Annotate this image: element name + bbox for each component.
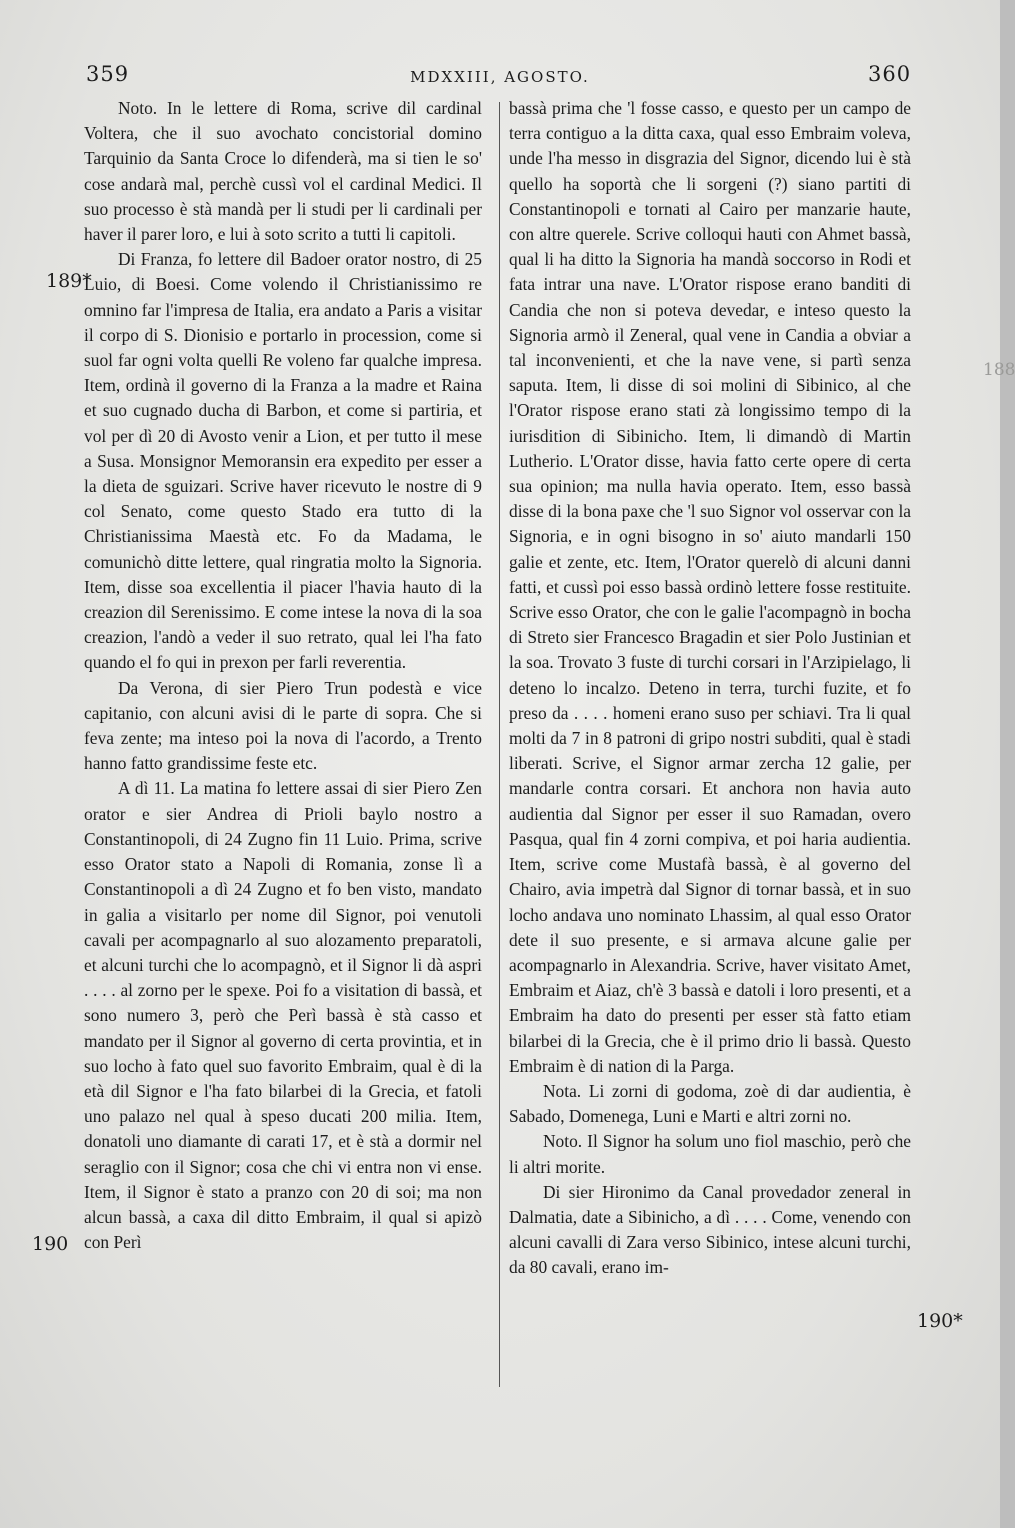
right-column xyxy=(509,96,911,1281)
margin-note-189: 189* xyxy=(46,270,92,292)
margin-note-190: 190 xyxy=(32,1233,69,1255)
margin-note-190-right: 190* xyxy=(917,1310,963,1332)
right-page-number: 360 xyxy=(868,62,912,86)
paragraph: Di Franza, fo lettere dil Badoer orator nostro, di 25 Luio, di Boesi. Come volendo il Christianissimo re omnino far l'impresa de Italia, era andato a Paris a visitar il corpo di S. Dionisio e portarlo in procession, come si suol far ogni volta quelli Re voleno far qualche impresa. Item, ordinà il governo di la Franza a la madre et Raina et suo cugnado ducha di Barbon, et come si partiria, et vol per dì 20 di Avosto venir a Lion, et per tutto il mese a Susa. Monsignor Memoransin era expedito per esser a la dieta de sguizari. Scrive haver ricevuto le nostre di 9 col Senato, come questo Stado era tutto di la Christianissima Maestà etc. Fo da Madama, le comunichò ditte lettere, qual ringratia molto la Signoria. Item, disse soa excellentia il piacer l'havia hauto di la creazion dil Serenissimo. E come intese la nova di la soa creazion, l'andò a veder il suo retrato, qual lei l'ha fato quando el fo qui in prexon per farli reverentia. xyxy=(84,249,482,673)
column-divider xyxy=(499,102,500,1387)
paragraph: Noto. In le lettere di Roma, scrive dil cardinal Voltera, che il suo avochato concistorial domino Tarquinio da Santa Croce lo difenderà, ma si tien le so' cose andarà mal, perchè cussì vol el cardinal Medici. Il suo processo è stà mandà per li studi per li cardinali per haver il parer loro, e lui à soto scrito a tutti li capitoli. xyxy=(84,98,482,245)
left-column xyxy=(84,96,482,1255)
paragraph: bassà prima che 'l fosse casso, e questo per un campo de terra contiguo a la ditta caxa, qual esso Embraim voleva, unde l'ha messo in disgrazia del Signor, dicendo lui è stà quello ha soportà che li sorgeni (?) siano partiti di Constantinopoli e tornati al Cairo per manzarie haute, con altre querele. Scrive colloqui hauti con Ahmet bassà, qual li ha ditto la Signoria ha mandà soccorso in Rodi et fata intrar una nave. L'Orator rispose erano banditi di Candia che non si poteva devedar, e inteso questo la Signoria armò il Zeneral, qual vene in Candia a obviar a tal inconvenienti, et che la nave vene, si partì senza saputa. Item, li disse di soi molini di Sibinico, al che l'Orator rispose erano stati zà longissimo tempo di la iurisdition di Sibinicho. Item, li dimandò di Martin Lutherio. L'Orator disse, havia fatto certe opere di certa sua opinion; ma nulla havia operato. Item, esso bassà disse di la bona paxe che 'l suo Signor vol osservar con la Signoria, e in ogni bisogno in so' aiuto mandarli 150 galie et zente, etc. Item, l'Orator querelò di alcuni danni fatti, et cussì poi esso bassà ordinò lettere fosse restituite. Scrive esso Orator, che con le galie l'acompagnò in bocha di Streto sier Francesco Bragadin et sier Polo Justinian et la soa. Trovato 3 fuste di turchi corsari in l'Arzipielago, li deteno lo incalzo. Deteno in terra, turchi fuzite, et fo preso da . . . . homeni erano suso per schiavi. Tra li qual molti da 7 in 8 patroni di gripo nostri subditi, qual è stadi liberati. Scrive, el Signor armar zercha 12 galie, per mandarle contra corsari. Et anchora non havia auto audientia dal Signor per esser il suo Ramadan, overo Pasqua, qual fin 4 zorni compiva, et poi haria audientia. Item, scrive come Mustafà bassà, è al governo del Chairo, avia impetrà dal Signor di tornar bassà, et in suo locho andava uno nominato Lhassim, al qual esso Orator dete il suo presente, e si armava alcune galie per acompagnarlo in Alexandria. Scrive, haver visitato Amet, Embraim et Aiaz, ch'è 3 bassà e datoli i loro presenti, et a Embraim ha dato do presenti per esser stà fatto etiam bilarbei di la Grecia, che è il primo drio li bassà. Questo Embraim è di nation di la Parga. xyxy=(509,98,911,1076)
paragraph: Di sier Hironimo da Canal provedador zeneral in Dalmatia, date a Sibinicho, a dì . . . . Come, venendo con alcuni cavalli di Zara verso Sibinico, intese alcuni turchi, da 80 cavali, erano im- xyxy=(509,1181,911,1278)
paragraph: A dì 11. La matina fo lettere assai di sier Piero Zen orator e sier Andrea di Prioli baylo nostro a Constantinopoli, di 24 Zugno fin 11 Luio. Prima, scrive esso Orator stato a Napoli di Romania, zonse lì a Constantinopoli a dì 24 Zugno et fo ben visto, mandato in galia a visitarlo per nome dil Signor, poi venutoli cavali per acompagnarlo al suo alozamento preparatoli, et alcuni turchi che lo acompagnò, et il Signor li dà aspri . . . . al zorno per le spexe. Poi fo a visitation di bassà, et sono numero 3, però che Perì bassà è stà casso et mandato per il Signor al governo di certa provintia, et in suo locho à fato quel suo favorito Embraim, qual è di la età dil Signor e l'ha fato bilarbei di la Grecia, et fatoli uno palazo nel qual à speso ducati 200 milia. Item, donatoli uno diamante di carati 17, et è stà a dormir nel seraglio con il Signor; cosa che chi vi entra non vi ense. Item, il Signor è stato a pranzo con 20 di soi; ma non alcun bassà, a caxa dil ditto Embraim, il qual si apizò con Perì xyxy=(84,778,482,1253)
left-page-number: 359 xyxy=(86,62,130,86)
paragraph: Noto. Il Signor ha solum uno fiol maschio, però che li altri morite. xyxy=(509,1131,911,1177)
paragraph: Nota. Li zorni di godoma, zoè di dar audientia, è Sabado, Domenega, Luni e Marti e altri zorni no. xyxy=(509,1080,911,1127)
running-title: MDXXIII, AGOSTO. xyxy=(410,68,590,86)
paragraph: Da Verona, di sier Piero Trun podestà e vice capitanio, con alcuni avisi di le parte di sopra. Che si feva zente; ma inteso poi la nova di l'acordo, a Trento hanno fatto grandissime feste etc. xyxy=(84,677,482,774)
margin-note-188-faint: 188 xyxy=(983,360,1015,380)
